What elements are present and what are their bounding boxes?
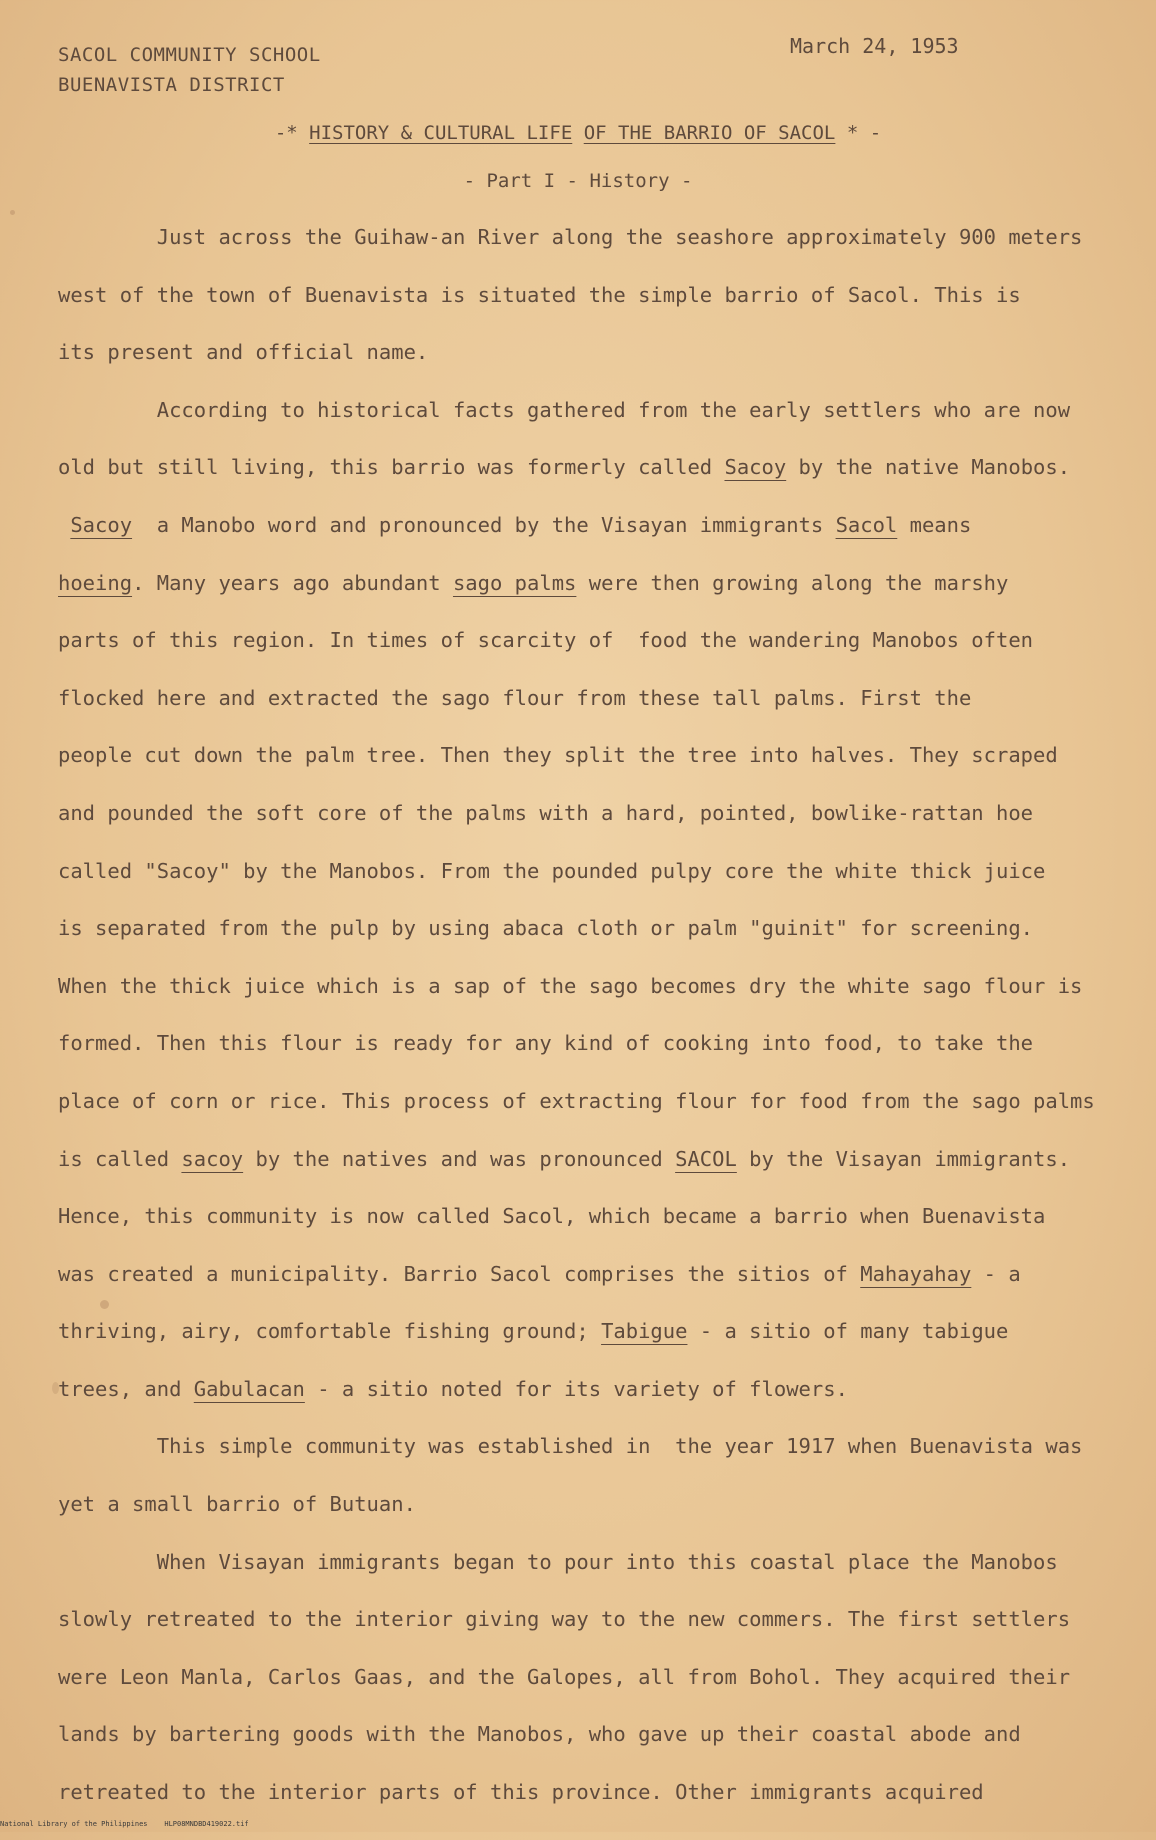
underlined-term: Sacoy	[724, 455, 787, 480]
text-line	[58, 397, 1118, 458]
text-line	[58, 918, 1118, 976]
text-segment: was created a municipality. Barrio Sacol comprises the sitios of	[58, 1261, 861, 1286]
text-line	[58, 1609, 1118, 1667]
document-subtitle: - Part I - History -	[463, 170, 693, 192]
text-line	[58, 745, 1118, 803]
text-segment: slowly retreated to the interior giving way to the new commers. The first settlers	[58, 1607, 1071, 1632]
text-line	[58, 1261, 1118, 1322]
text-segment: its present and official name.	[58, 340, 429, 365]
text-line	[58, 1782, 1118, 1840]
text-line	[58, 1206, 1118, 1264]
text-segment: were Leon Manla, Carlos Gaas, and the Galopes, all from Bohol. They acquired their	[58, 1664, 1071, 1689]
text-line	[58, 282, 1118, 343]
text-segment: is separated from the pulp by using abaca cloth or palm "guinit" for screening.	[58, 916, 1034, 941]
text-line	[58, 973, 1118, 1034]
underlined-term: Gabulacan	[193, 1376, 305, 1401]
text-line	[58, 1321, 1118, 1379]
text-segment: people cut down the palm tree. Then they split the tree into halves. They scraped	[58, 743, 1058, 768]
text-segment: When Visayan immigrants began to pour into this coastal place the Manobos	[58, 1549, 1058, 1574]
text-segment: Just across the Guihaw-an River along the seashore approximately 900 meters	[58, 225, 1083, 249]
text-segment: retreated to the interior parts of this province. Other immigrants acquired	[58, 1780, 984, 1805]
underlined-term: hoeing	[58, 570, 133, 595]
text-segment: west of the town of Buenavista is situated the simple barrio of Sacol. This is	[58, 282, 1021, 307]
document-date: March 24, 1953	[790, 34, 959, 58]
text-line	[58, 800, 1118, 861]
school-name: SACOL COMMUNITY SCHOOL	[58, 44, 321, 66]
text-segment: means	[897, 512, 972, 537]
text-line	[58, 1494, 1118, 1552]
text-segment: yet a small barrio of Butuan.	[58, 1492, 416, 1517]
underlined-term: sacoy	[181, 1146, 244, 1171]
archive-footer: National Library of the Philippines HLP08MNDBD419022.tif	[0, 1820, 249, 1828]
text-line	[58, 342, 1118, 400]
stain-mark	[10, 210, 15, 215]
underlined-term: Mahayahay	[860, 1261, 972, 1286]
underlined-term: Tabigue	[601, 1319, 688, 1344]
text-line	[58, 570, 1118, 631]
district-name: BUENAVISTA DISTRICT	[58, 74, 285, 96]
text-line	[58, 1033, 1118, 1091]
underlined-term: sago palms	[452, 570, 577, 595]
text-segment: were then growing along the marshy	[576, 570, 1009, 595]
text-line	[58, 685, 1118, 746]
text-segment: . Many years ago abundant	[132, 570, 453, 595]
text-line	[58, 1146, 1118, 1207]
text-line	[58, 457, 1118, 515]
text-line	[58, 1376, 1118, 1437]
text-segment: by the native Manobos.	[786, 455, 1071, 480]
text-line	[58, 227, 1118, 285]
document-body	[58, 227, 1118, 1840]
text-segment: by the Visayan immigrants.	[736, 1146, 1071, 1171]
text-segment: called "Sacoy" by the Manobos. From the pounded pulpy core the white thick juice	[58, 858, 1046, 883]
text-line	[58, 1724, 1118, 1782]
underlined-term: Sacoy	[70, 512, 133, 537]
text-segment: trees, and	[58, 1376, 194, 1401]
text-segment: thriving, airy, comfortable fishing ground;	[58, 1319, 602, 1344]
text-segment: - a	[971, 1261, 1021, 1286]
text-segment: When the thick juice which is a sap of the sago becomes dry the white sago flour is	[58, 973, 1083, 998]
text-segment: formed. Then this flour is ready for any kind of cooking into food, to take the	[58, 1031, 1034, 1056]
text-segment: place of corn or rice. This process of extracting flour for food from the sago palms	[58, 1088, 1095, 1113]
underlined-term: Sacol	[835, 512, 898, 537]
text-segment: a Manobo word and pronounced by the Visayan immigrants	[132, 512, 836, 537]
text-segment: This simple community was established in the year 1917 when Buenavista was	[58, 1434, 1083, 1459]
text-line	[58, 1088, 1118, 1149]
text-segment: flocked here and extracted the sago flour from these tall palms. First the	[58, 685, 972, 710]
text-segment: and pounded the soft core of the palms with a hard, pointed, bowlike-rattan hoe	[58, 800, 1034, 825]
text-line	[58, 512, 1118, 573]
text-segment: by the natives and was pronounced	[243, 1146, 676, 1171]
text-segment: According to historical facts gathered from the early settlers who are now	[58, 397, 1071, 422]
text-segment: lands by bartering goods with the Manobos, who gave up their coastal abode and	[58, 1722, 1021, 1747]
text-line	[58, 630, 1118, 688]
text-segment: - a sitio noted for its variety of flowers.	[304, 1376, 848, 1401]
text-line	[58, 1664, 1118, 1725]
text-segment	[58, 513, 70, 537]
text-segment: Hence, this community is now called Sacol, which became a barrio when Buenavista	[58, 1204, 1046, 1229]
text-segment: - a sitio of many tabigue	[687, 1319, 1009, 1344]
text-segment: is called	[58, 1146, 182, 1171]
letterhead	[58, 40, 321, 100]
document-title: -* HISTORY & CULTURAL LIFE OF THE BARRIO OF SACOL * -	[274, 122, 882, 144]
text-line	[58, 1549, 1118, 1610]
text-segment: parts of this region. In times of scarcity of food the wandering Manobos often	[58, 628, 1034, 653]
text-line	[58, 858, 1118, 919]
text-line	[58, 1436, 1118, 1494]
underlined-term: SACOL	[675, 1146, 737, 1171]
text-segment: old but still living, this barrio was formerly called	[58, 455, 725, 480]
